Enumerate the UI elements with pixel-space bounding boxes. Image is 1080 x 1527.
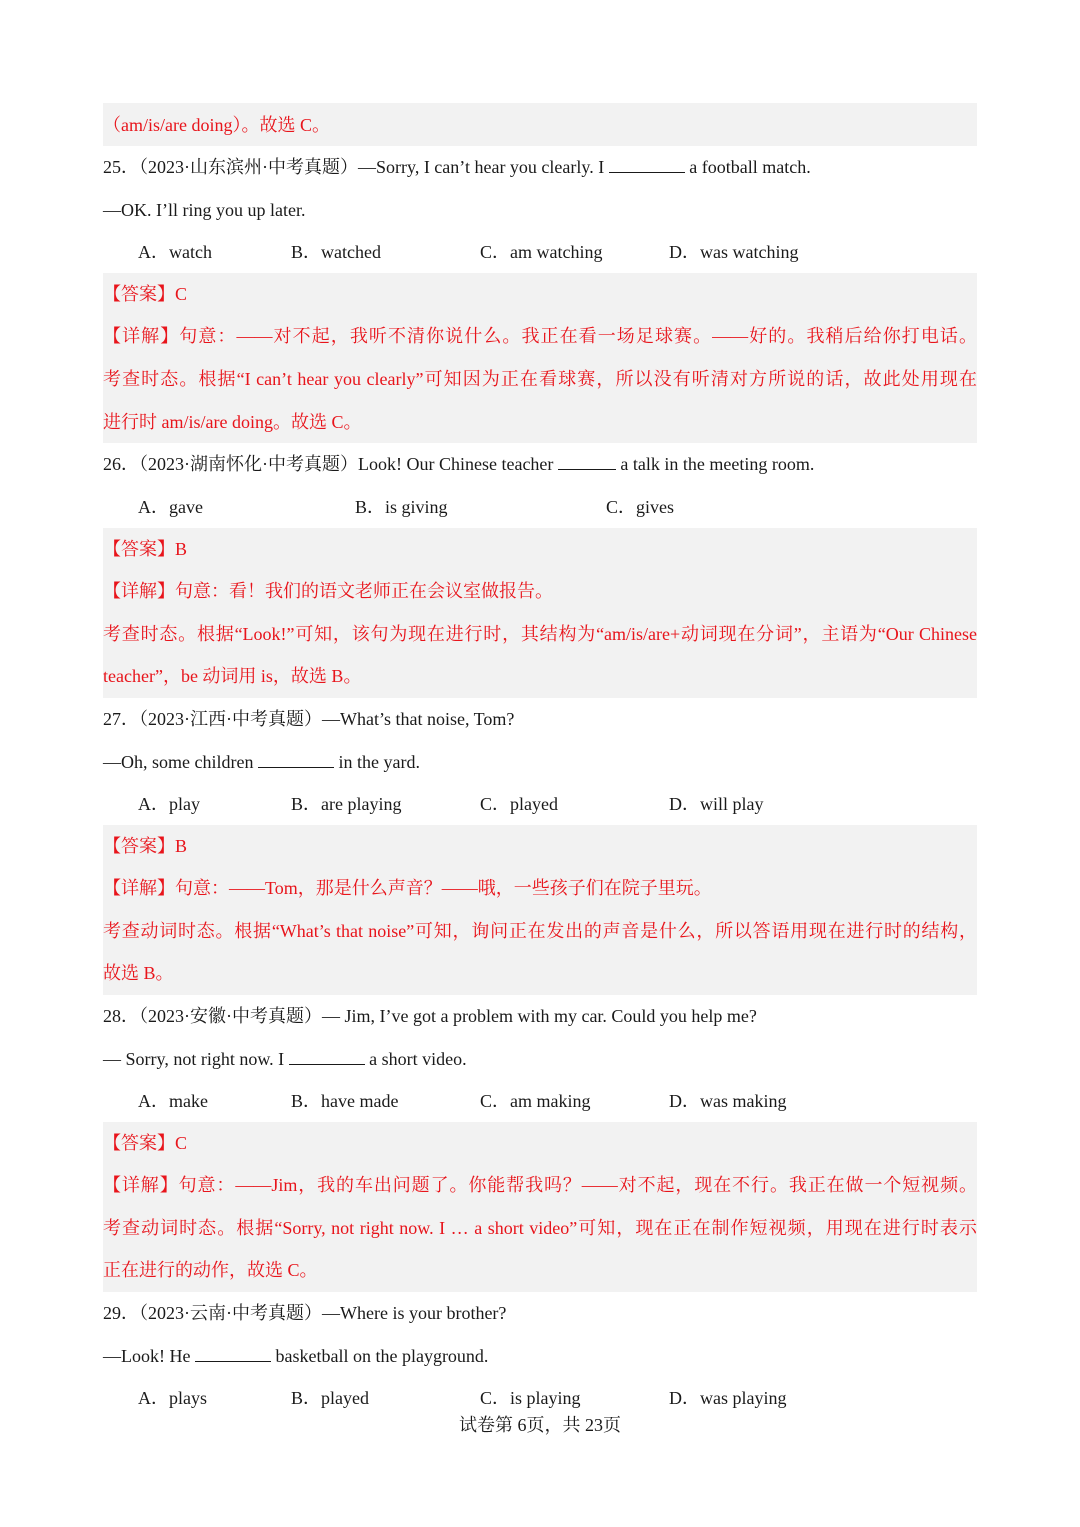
explanation-line: 【详解】句意：——Jim，我的车出问题了。你能帮我吗？——对不起，现在不行。我正在做一个短视频。: [103, 1175, 977, 1195]
explanation-line: 进行时 am/is/are doing。故选 C。: [103, 412, 362, 432]
option-c: C．played: [480, 794, 558, 814]
option-d: D．was making: [669, 1091, 787, 1111]
page-footer: 试卷第 6页，共 23页: [459, 1415, 621, 1435]
answer-26: 【答案】B: [103, 539, 188, 559]
answer-blank: [609, 156, 685, 173]
option-a: A．make: [138, 1091, 208, 1111]
answer-block-27: [103, 825, 977, 995]
answer-blank: [195, 1345, 271, 1362]
explanation-line: 考查动词时态。根据“Sorry, not right now. I … a short video”可知，现在正在制作短视频，用现在进行时表示: [103, 1218, 977, 1238]
question-29-reply: —Look! He basketball on the playground.: [103, 1346, 489, 1366]
answer-blank: [289, 1048, 365, 1065]
answer-blank: [258, 751, 334, 768]
answer-25: 【答案】C: [103, 284, 188, 304]
option-d: D．was watching: [669, 242, 799, 262]
answer-blank: [558, 453, 616, 470]
explanation-line: 故选 B。: [103, 963, 174, 983]
question-27-reply: —Oh, some children in the yard.: [103, 752, 420, 772]
option-d: D．will play: [669, 794, 764, 814]
explanation-line: 【详解】句意：——对不起，我听不清你说什么。我正在看一场足球赛。——好的。我稍后给你打电话。: [103, 326, 977, 346]
question-27: 27．（2023·江西·中考真题）—What’s that noise, Tom?: [103, 709, 515, 729]
option-b: B．have made: [291, 1091, 399, 1111]
option-d: D．was playing: [669, 1388, 787, 1408]
option-b: B．played: [291, 1388, 369, 1408]
answer-27: 【答案】B: [103, 836, 188, 856]
explanation-line: 考查动词时态。根据“What’s that noise”可知，询问正在发出的声音是什么，所以答语用现在进行时的结构，: [103, 921, 977, 941]
explanation-line: 考查时态。根据“I can’t hear you clearly”可知因为正在看球赛，所以没有听清对方所说的话，故此处用现在: [103, 369, 977, 389]
question-28-reply: — Sorry, not right now. I a short video.: [103, 1049, 467, 1069]
explanation-line: 【详解】句意：——Tom，那是什么声音？——哦，一些孩子们在院子里玩。: [103, 878, 712, 898]
option-b: B．are playing: [291, 794, 402, 814]
option-c: C．am making: [480, 1091, 591, 1111]
answer-28: 【答案】C: [103, 1133, 188, 1153]
option-c: C．gives: [606, 497, 675, 517]
question-25-reply: —OK. I’ll ring you up later.: [103, 200, 306, 220]
explanation-line: teacher”，be 动词用 is，故选 B。: [103, 666, 362, 686]
option-b: B．watched: [291, 242, 381, 262]
option-b: B．is giving: [355, 497, 448, 517]
option-a: A．gave: [138, 497, 203, 517]
option-c: C．am watching: [480, 242, 603, 262]
option-a: A．plays: [138, 1388, 207, 1408]
question-25: 25．（2023·山东滨州·中考真题）—Sorry, I can’t hear you clearly. I a football match.: [103, 157, 811, 177]
question-26: 26．（2023·湖南怀化·中考真题）Look! Our Chinese teacher a talk in the meeting room.: [103, 454, 815, 474]
option-a: A．watch: [138, 242, 212, 262]
explanation-line: 【详解】句意：看！我们的语文老师正在会议室做报告。: [103, 581, 553, 601]
explanation-line: 考查时态。根据“Look!”可知，该句为现在进行时，其结构为“am/is/are+动词现在分词”，主语为“Our Chinese: [103, 624, 977, 644]
option-c: C．is playing: [480, 1388, 581, 1408]
question-29: 29．（2023·云南·中考真题）—Where is your brother?: [103, 1303, 507, 1323]
question-28: 28．（2023·安徽·中考真题）— Jim, I’ve got a problem with my car. Could you help me?: [103, 1006, 757, 1026]
option-a: A．play: [138, 794, 200, 814]
prev-explanation-tail: （am/is/are doing）。故选 C。: [103, 115, 330, 135]
explanation-line: 正在进行的动作，故选 C。: [103, 1260, 318, 1280]
